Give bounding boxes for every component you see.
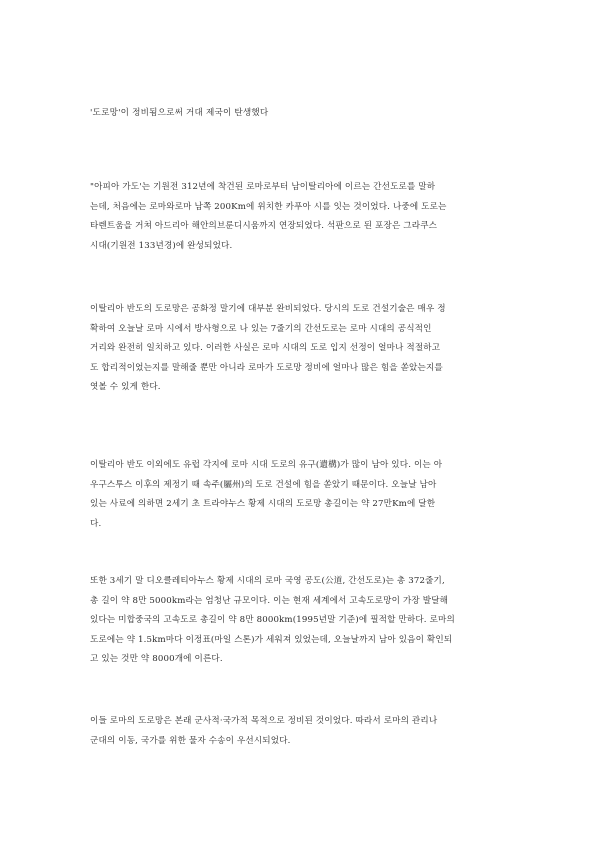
- text-line: 이들 로마의 도로망은 본래 군사적·국가적 목적으로 정비된 것이었다. 따라서 로마의 관리나: [90, 716, 438, 726]
- text-line: 타렌트움을 거쳐 아드리아 해안의브룬디시움까지 연장되었다. 석판으로 된 포장은 그라쿠스: [90, 221, 438, 231]
- text-line: 이탈리아 반도의 도로망은 공화정 말기에 대부분 완비되었다. 당시의 도로 건설기술은 매우 정: [90, 304, 446, 314]
- text-line: 확하여 오늘날 로마 시에서 방사형으로 나 있는 7줄기의 간선도로는 로마 시대의 공식적인: [90, 323, 432, 334]
- paragraph-appian-way: [90, 178, 508, 256]
- text-line: 또한 3세기 말 디오클레티아누스 황제 시대의 로마 국영 공도(公道, 간선도로)는 총 372줄기,: [90, 576, 445, 586]
- text-line: "아피아 가도'는 기원전 312년에 착건된 로마로부터 남이탈리아에 이르는 간선도로를 말하: [90, 182, 436, 192]
- text-line: 고 있는 것만 약 8000개에 이른다.: [90, 654, 223, 664]
- text-line: 도로에는 약 1.5km마다 이정표(마일 스톤)가 세워져 있었는데, 오늘날까지 남아 있음이 확인되: [90, 634, 453, 645]
- text-line: 거리와 완전히 일치하고 있다. 이러한 사실은 로마 시대의 도로 입지 선정이 얼마나 적절하고: [90, 343, 441, 353]
- text-line: 도 합리적이었는지를 말해줄 뿐만 아니라 로마가 도로망 정비에 얼마나 많은 힘을 쏟았는지를: [90, 362, 443, 373]
- text-line: 이탈리아 반도 이외에도 유럽 각지에 로마 시대 도로의 유구(遺構)가 많이 남아 있다. 이는 아: [90, 460, 443, 470]
- text-line: 있는 사료에 의하면 2세기 초 트라야누스 황제 시대의 도로망 총길이는 약 27만Km에 달한: [90, 499, 436, 509]
- paragraph-road-purpose: [90, 712, 508, 751]
- text-line: 는데, 처음에는 로마와로마 남쪽 200Km에 위치한 카푸아 시를 잇는 것이었다. 나중에 도로는: [90, 201, 447, 212]
- text-line: 총 길이 약 8만 5000km라는 엄청난 규모이다. 이는 현재 세계에서 고속도로망이 가장 발달해: [90, 595, 449, 606]
- paragraph-european-remains: [90, 456, 508, 534]
- paragraph-italian-road-network: [90, 300, 508, 398]
- paragraph-diocletian-roads: [90, 572, 508, 670]
- text-line: 엿볼 수 있게 한다.: [90, 382, 161, 392]
- text-line: 시대(기원전 133년경)에 완성되었다.: [90, 240, 233, 251]
- text-line: 있다는 미합중국의 고속도로 총길이 약 8만 8000km(1995년말 기준)에 필적할 만하다. 로마의: [90, 615, 455, 625]
- text-line: 우구스투스 이후의 제정기 때 속주(屬州)의 도로 건설에 힘을 쏟았기 때문이다. 오늘날 남아: [90, 479, 437, 490]
- page-title: '도로망'이 정비됨으로써 거대 제국이 탄생했다: [90, 108, 269, 118]
- text-line: 군대의 이동, 국가를 위한 물자 수송이 우선시되었다.: [90, 735, 291, 746]
- text-line: 다.: [90, 518, 102, 529]
